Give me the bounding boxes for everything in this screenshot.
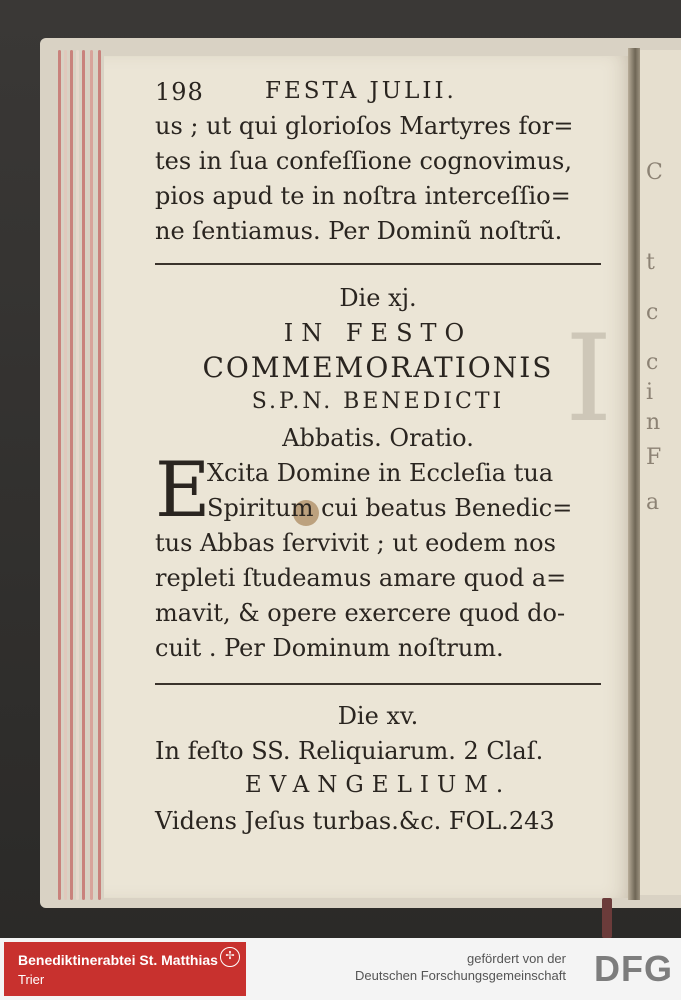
page-edge bbox=[90, 50, 93, 900]
feast-heading: EVANGELIUM. bbox=[244, 772, 512, 798]
funder-line: gefördert von der bbox=[466, 951, 566, 966]
facing-glyph: i bbox=[646, 380, 654, 405]
show-through: I bbox=[565, 310, 613, 449]
institution-city: Trier bbox=[18, 972, 45, 987]
feast-heading: S.P.N. BENEDICTI bbox=[251, 389, 505, 414]
feast-heading: Abbatis. Oratio. bbox=[282, 424, 474, 452]
facing-glyph: a bbox=[646, 490, 660, 515]
footer-bar bbox=[0, 938, 681, 1000]
abbey-logo-icon: ✢ bbox=[220, 947, 240, 967]
page-edge bbox=[98, 50, 101, 900]
divider-rule bbox=[155, 263, 601, 265]
page-edge bbox=[76, 50, 79, 900]
book-gutter bbox=[628, 48, 640, 900]
text-line: Xcita Domine in Eccleſia tua bbox=[207, 459, 554, 487]
page-edge bbox=[70, 50, 73, 900]
page-number: 198 bbox=[155, 78, 204, 106]
institution-badge[interactable] bbox=[4, 942, 246, 996]
facing-glyph: t bbox=[646, 250, 655, 275]
text-line: Videns Jeſus turbas.&c. FOL.243 bbox=[155, 807, 555, 835]
drop-capital: E bbox=[155, 445, 211, 534]
facing-glyph: n bbox=[646, 410, 661, 435]
text-line: repleti ſtudeamus amare quod a= bbox=[155, 564, 567, 592]
facing-page bbox=[640, 50, 681, 895]
divider-rule bbox=[155, 683, 601, 685]
feast-date: Die xv. bbox=[337, 702, 419, 730]
bookmark-ribbon bbox=[602, 898, 612, 938]
text-line: tus Abbas ſervivit ; ut eodem nos bbox=[155, 529, 556, 557]
feast-heading: IN FESTO bbox=[283, 319, 473, 347]
text-line: Spiritum cui beatus Benedic= bbox=[207, 494, 573, 522]
text-line: ne ſentiamus. Per Dominũ noſtrũ. bbox=[155, 217, 563, 245]
feast-heading: COMMEMORATIONIS bbox=[202, 351, 554, 384]
facing-glyph: F bbox=[646, 445, 662, 470]
institution-name: Benediktinerabtei St. Matthias bbox=[18, 952, 218, 968]
text-line: tes in ſua confeſſione cognovimus, bbox=[155, 147, 572, 175]
page-edge bbox=[58, 50, 61, 900]
funder-line: Deutschen Forschungsgemeinschaft bbox=[354, 968, 566, 983]
text-line: cuit . Per Dominum noſtrum. bbox=[155, 634, 504, 662]
facing-glyph: C bbox=[646, 160, 663, 185]
page-edge bbox=[82, 50, 85, 900]
feast-date: Die xj. bbox=[339, 284, 417, 312]
facing-glyph: c bbox=[646, 350, 659, 375]
text-line: mavit, & opere exercere quod do- bbox=[155, 599, 566, 627]
text-line: In feſto SS. Reliquiarum. 2 Claſ. bbox=[155, 737, 544, 765]
text-line: us ; ut qui glorioſos Martyres for= bbox=[155, 112, 574, 140]
page-edge bbox=[64, 50, 67, 900]
text-line: pios apud te in noſtra interceſſio= bbox=[155, 182, 571, 210]
funder-text bbox=[355, 950, 566, 984]
facing-glyph: c bbox=[646, 300, 659, 325]
dfg-logo[interactable]: DFG bbox=[594, 948, 673, 989]
running-title: FESTA JULII. bbox=[265, 78, 457, 104]
